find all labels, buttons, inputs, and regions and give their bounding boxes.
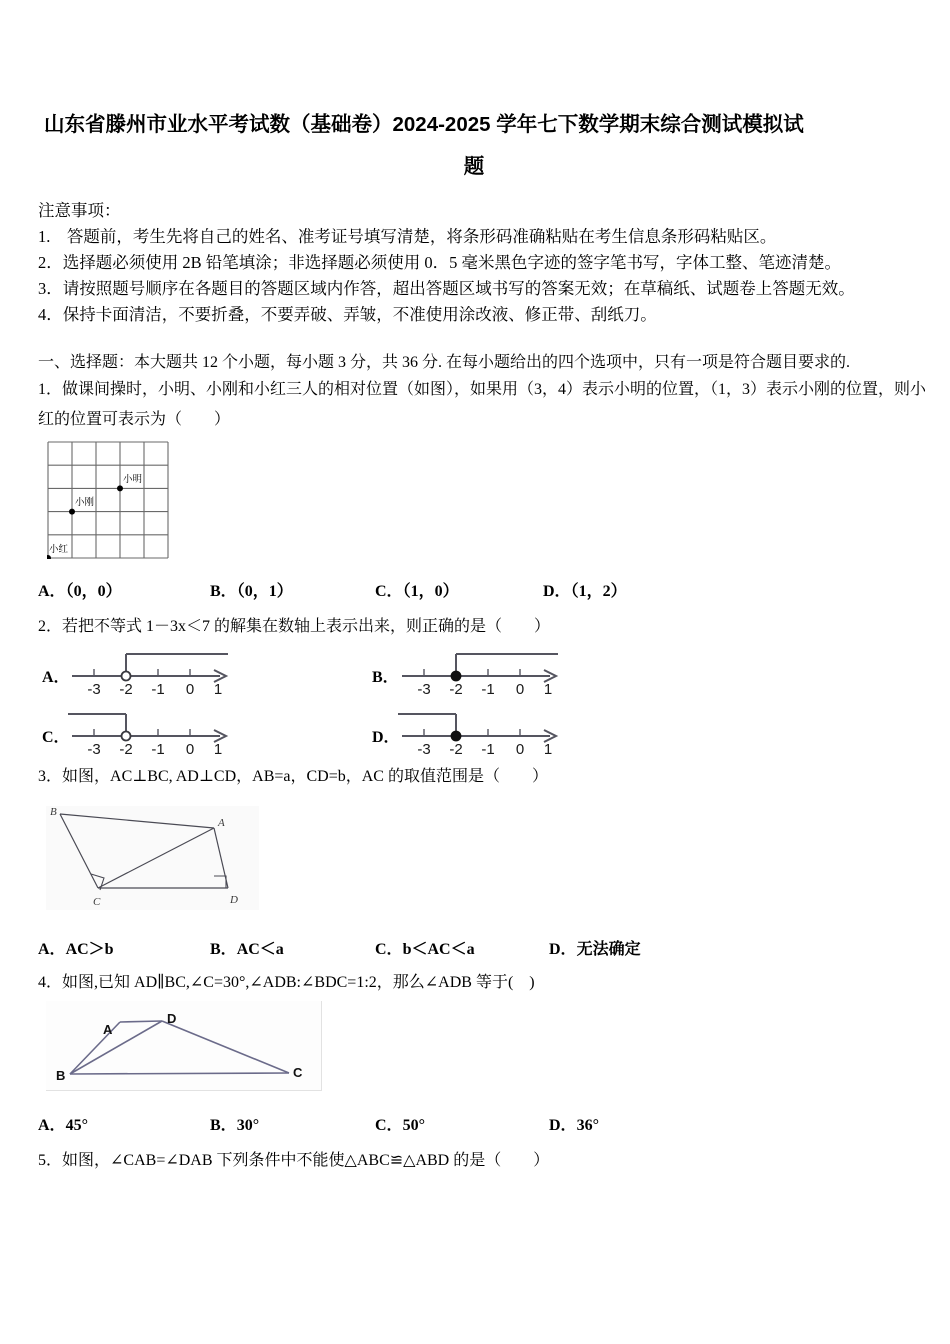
svg-text:-3: -3 — [417, 681, 431, 698]
svg-text:-3: -3 — [87, 741, 101, 758]
question-1-option-d-label: D． — [543, 583, 571, 600]
question-1-figure — [47, 441, 169, 559]
question-1-option-c-label: C． — [375, 583, 403, 600]
grid-lines — [48, 442, 168, 558]
notes-heading: 注意事项： — [38, 201, 121, 220]
question-4-option-b[interactable] — [210, 1112, 259, 1135]
question-2-body: 若把不等式 1－3x＜7 的解集在数轴上表示出来，则正确的是（ ） — [62, 618, 551, 635]
notes-block — [38, 198, 918, 328]
question-1-text — [38, 375, 928, 435]
svg-text:-1: -1 — [151, 681, 165, 698]
svg-text:0: 0 — [185, 741, 195, 758]
vertex-label-b: B — [50, 806, 57, 818]
question-2-choice-a[interactable] — [42, 648, 242, 700]
question-1-option-a[interactable] — [38, 578, 122, 601]
grid-point-label-xiaohong: 小红 — [49, 544, 69, 555]
question-3-option-a-label: A． — [38, 941, 66, 958]
question-3-option-b-label: B． — [210, 941, 237, 958]
question-4-figure — [46, 1001, 322, 1091]
question-4-option-a[interactable] — [38, 1112, 88, 1135]
svg-text:-2: -2 — [449, 681, 463, 698]
grid-point-xiaohong — [47, 555, 51, 559]
endpoint-filled-circle — [452, 672, 461, 681]
question-1-body: 做课间操时，小明、小刚和小红三人的相对位置（如图），如果用（3，4）表示小明的位置，（1，3）表示小刚的位置，则小红的位置可表示为（ ） — [38, 381, 927, 428]
vertex-label-c: C — [93, 896, 101, 908]
question-5-text — [38, 1146, 924, 1176]
question-4-option-d-label: D． — [549, 1117, 577, 1134]
svg-text:-2: -2 — [119, 741, 133, 758]
question-4-option-c[interactable] — [375, 1112, 425, 1135]
svg-text:0: 0 — [185, 681, 195, 698]
question-3-option-b[interactable] — [210, 936, 284, 959]
question-4-body: 如图,已知 AD∥BC,∠C=30°,∠ADB:∠BDC=1:2，那么∠ADB 等于( ) — [62, 974, 535, 991]
question-2-choice-b[interactable] — [372, 648, 572, 700]
svg-text:0: 0 — [515, 741, 525, 758]
svg-text:-2: -2 — [449, 741, 463, 758]
number-line-a-svg — [68, 648, 240, 698]
question-2-choice-d-label: D． — [372, 729, 400, 746]
notes-item-4: 4．保持卡面清洁，不要折叠，不要弄破、弄皱，不准使用涂改液、修正带、刮纸刀。 — [38, 305, 657, 324]
question-4-option-a-value: 45° — [65, 1117, 88, 1134]
question-1-option-d[interactable] — [543, 578, 627, 601]
question-3-body: 如图，AC⊥BC, AD⊥CD，AB=a，CD=b，AC 的取值范围是（ ） — [62, 768, 548, 785]
grid-point-label-xiaoming: 小明 — [123, 474, 143, 485]
endpoint-open-circle — [122, 732, 131, 741]
grid-point-xiaoming — [117, 485, 123, 491]
notes-item-1: 1. 答题前，考生先将自己的姓名、准考证号填写清楚，将条形码准确粘贴在考生信息条形码粘贴区。 — [38, 227, 777, 246]
question-4-option-c-label: C． — [375, 1117, 403, 1134]
question-1-option-c-value: （1，0） — [402, 583, 459, 600]
svg-text:-3: -3 — [87, 681, 101, 698]
vertex-label-a: A — [218, 817, 225, 829]
question-1-option-b-value: （0，1） — [236, 583, 293, 600]
svg-text:-1: -1 — [481, 741, 495, 758]
question-2-choice-c-label: C． — [42, 729, 70, 746]
question-3-option-c[interactable] — [375, 936, 475, 959]
question-1-option-a-label: A． — [38, 583, 66, 600]
question-5-number: 5． — [38, 1152, 63, 1169]
question-3-text — [38, 762, 924, 792]
svg-text:-2: -2 — [119, 681, 133, 698]
quadrilateral-svg — [46, 806, 259, 910]
question-1-option-b-label: B． — [210, 583, 237, 600]
question-5-body: 如图，∠CAB=∠DAB 下列条件中不能使△ABC≌△ABD 的是（ ） — [62, 1152, 550, 1169]
question-4-option-b-value: 30° — [236, 1117, 260, 1134]
question-3-option-c-value: b＜AC＜a — [402, 941, 475, 958]
question-2-choice-b-label: B． — [372, 669, 399, 686]
question-2-choice-d[interactable] — [372, 708, 572, 760]
notes-item-3: 3．请按照题号顺序在各题目的答题区域内作答，超出答题区域书写的答案无效；在草稿纸、试题卷上答题无效。 — [38, 279, 855, 298]
question-3-figure — [46, 806, 259, 910]
question-1-option-a-value: （0，0） — [65, 583, 122, 600]
question-4-number: 4． — [38, 974, 63, 991]
question-3-option-a-value: AC＞b — [65, 941, 114, 958]
question-1-option-d-value: （1，2） — [570, 583, 627, 600]
question-1-options — [38, 578, 928, 602]
question-1-option-b[interactable] — [210, 578, 293, 601]
question-1-number: 1． — [38, 381, 63, 398]
question-2-choice-a-label: A． — [42, 669, 70, 686]
svg-text:1: 1 — [213, 681, 223, 698]
page-title-line2: 题 — [463, 155, 485, 178]
svg-text:1: 1 — [213, 741, 223, 758]
number-line-d-svg — [398, 708, 570, 758]
svg-text:-1: -1 — [151, 741, 165, 758]
coordinate-grid-svg — [47, 441, 169, 559]
question-4-options — [38, 1112, 928, 1136]
svg-text:-1: -1 — [481, 681, 495, 698]
vertex-label-d: D — [167, 1011, 177, 1026]
svg-text:1: 1 — [543, 741, 553, 758]
question-2-choice-c[interactable] — [42, 708, 242, 760]
endpoint-open-circle — [122, 672, 131, 681]
number-line-b-svg — [398, 648, 570, 698]
question-4-text — [38, 968, 924, 998]
endpoint-filled-circle — [452, 732, 461, 741]
question-3-option-d[interactable] — [549, 936, 641, 959]
question-4-option-d-value: 36° — [576, 1117, 599, 1134]
question-3-option-b-value: AC＜a — [236, 941, 284, 958]
question-1-option-c[interactable] — [375, 578, 459, 601]
vertex-label-d: D — [230, 894, 238, 906]
page-title-line1: 山东省滕州市业水平考试数（基础卷）2024-2025 学年七下数学期末综合测试模拟试 — [44, 113, 804, 136]
question-3-option-d-label: D． — [549, 941, 577, 958]
vertex-label-a: A — [103, 1022, 113, 1037]
svg-text:0: 0 — [515, 681, 525, 698]
vertex-label-b: B — [56, 1068, 66, 1083]
question-3-options — [38, 936, 928, 960]
question-4-option-d[interactable] — [549, 1112, 599, 1135]
question-2-number: 2． — [38, 618, 63, 635]
svg-text:1: 1 — [543, 681, 553, 698]
grid-point-xiaogang — [69, 509, 75, 515]
question-2-text — [38, 612, 924, 642]
question-3-option-a[interactable] — [38, 936, 114, 959]
trapezoid-svg — [46, 1001, 321, 1090]
svg-text:-3: -3 — [417, 741, 431, 758]
notes-item-2: 2．选择题必须使用 2B 铅笔填涂；非选择题必须使用 0．5 毫米黑色字迹的签字笔书写，字体工整、笔迹清楚。 — [38, 253, 842, 272]
question-3-option-d-value: 无法确定 — [576, 941, 641, 958]
question-3-number: 3． — [38, 768, 63, 785]
question-4-option-c-value: 50° — [402, 1117, 425, 1134]
vertex-label-c: C — [293, 1065, 303, 1080]
question-3-option-c-label: C． — [375, 941, 403, 958]
grid-point-label-xiaogang: 小刚 — [75, 497, 95, 508]
question-4-option-b-label: B． — [210, 1117, 237, 1134]
section-header: 一、选择题：本大题共 12 个小题，每小题 3 分，共 36 分. 在每小题给出的四个选项中，只有一项是符合题目要求的. — [38, 354, 851, 371]
number-line-c-svg — [68, 708, 240, 758]
page-title — [44, 104, 904, 188]
question-4-option-a-label: A． — [38, 1117, 66, 1134]
